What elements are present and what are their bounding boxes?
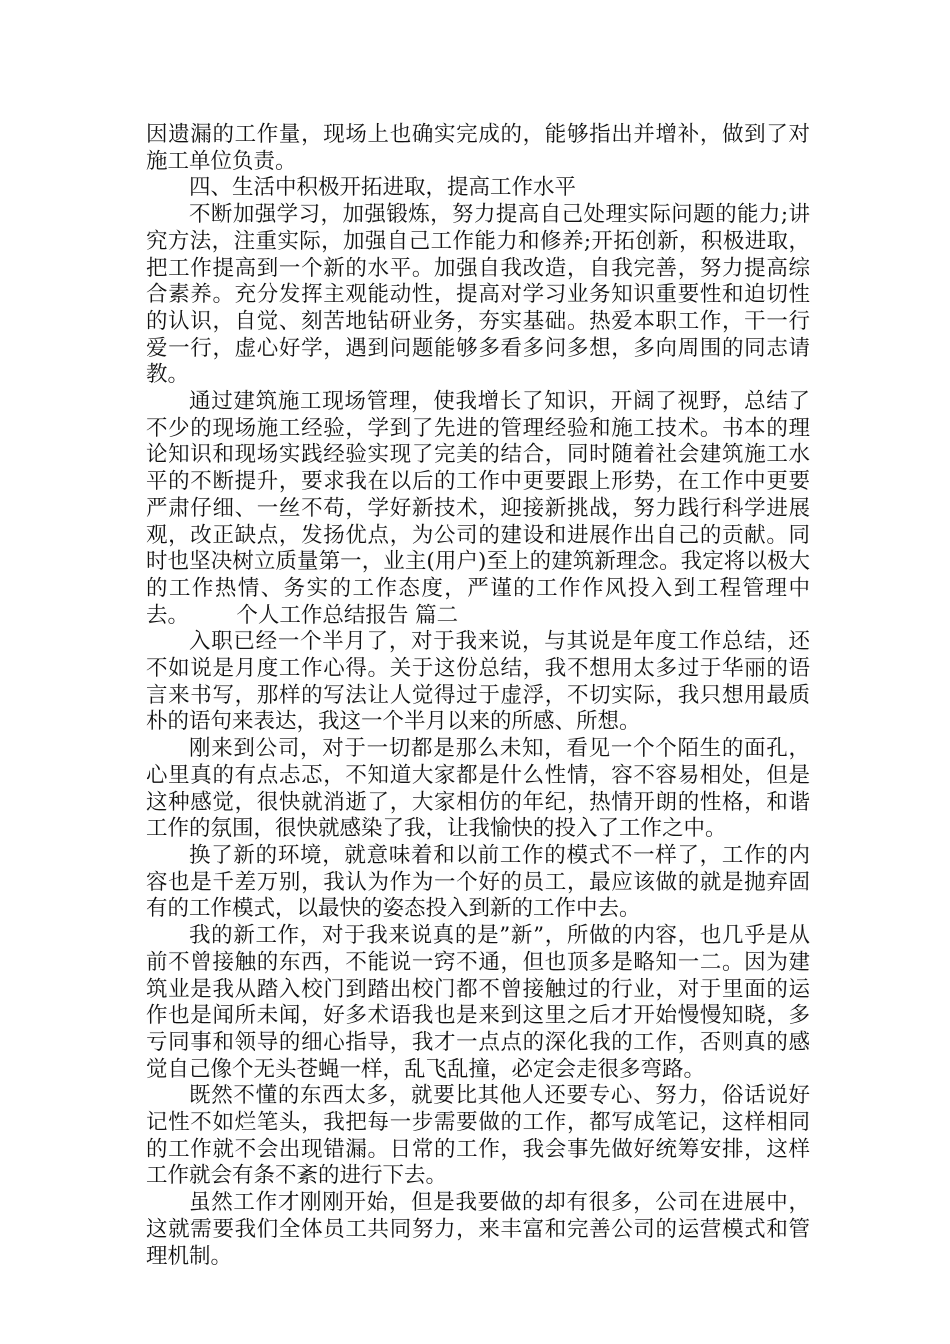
- document-body: [146, 122, 810, 1270]
- paragraph: 我的新工作，对于我来说真的是”新”，所做的内容，也几乎是从前不曾接触的东西，不能说一窍不通，但也顶多是略知一二。因为建筑业是我从踏入校门到踏出校门都不曾接触过的行业，对于里面的运作也是闻所未闻，好多术语我也是来到这里之后才开始慢慢知晓，多亏同事和领导的细心指导，我才一点点的深化我的工作，否则真的感觉自己像个无头苍蝇一样，乱飞乱撞，必定会走很多弯路。: [146, 923, 810, 1082]
- paragraph: [146, 389, 810, 629]
- report-subtitle: 个人工作总结报告 篇二: [236, 602, 459, 628]
- paragraph: 不断加强学习，加强锻炼，努力提高自己处理实际问题的能力;讲究方法，注重实际，加强自己工作能力和修养;开拓创新，积极进取，把工作提高到一个新的水平。加强自我改造，自我完善，努力提高综合素养。充分发挥主观能动性，提高对学习业务知识重要性和迫切性的认识，自觉、刻苦地钻研业务，夯实基础。热爱本职工作，干一行爱一行，虚心好学，遇到问题能够多看多问多想，多向周围的同志请教。: [146, 202, 810, 388]
- section-heading: 四、生活中积极开拓进取，提高工作水平: [189, 175, 577, 201]
- paragraph: 既然不懂的东西太多，就要比其他人还要专心、努力，俗话说好记性不如烂笔头，我把每一步需要做的工作，都写成笔记，这样相同的工作就不会出现错漏。日常的工作，我会事先做好统筹安排，这样工作就会有条不紊的进行下去。: [146, 1083, 810, 1189]
- paragraph-text: 通过建筑施工现场管理，使我增长了知识，开阔了视野，总结了不少的现场施工经验，学到了先进的管理经验和施工技术。书本的理论知识和现场实践经验实现了完美的结合，同时随着社会建筑施工水平的不断提升，要求我在以后的工作中更要跟上形势，在工作中更要严肃仔细、一丝不苟，学好新技术，迎接新挑战，努力践行科学进展观，改正缺点，发扬优点，为公司的建设和进展作出自己的贡献。同时也坚决树立质量第一，业主(用户)至上的建筑新理念。我定将以极大的工作热情、务实的工作态度，严谨的工作作风投入到工程管理中去。: [146, 389, 810, 628]
- paragraph: 刚来到公司，对于一切都是那么未知，看见一个个陌生的面孔，心里真的有点忐忑，不知道大家都是什么性情，容不容易相处，但是这种感觉，很快就消逝了，大家相仿的年纪，热情开朗的性格，和谐工作的氛围，很快就感染了我，让我愉快的投入了工作之中。: [146, 736, 810, 842]
- paragraph: 换了新的环境，就意味着和以前工作的模式不一样了，工作的内容也是千差万别，我认为作为一个好的员工，最应该做的就是抛弃固有的工作模式，以最快的姿态投入到新的工作中去。: [146, 842, 810, 922]
- paragraph: 虽然工作才刚刚开始，但是我要做的却有很多，公司在进展中，这就需要我们全体员工共同努力，来丰富和完善公司的运营模式和管理机制。: [146, 1190, 810, 1269]
- paragraph: 入职已经一个半月了，对于我来说，与其说是年度工作总结，还不如说是月度工作心得。关于这份总结，我不想用太多过于华丽的语言来书写，那样的写法让人觉得过于虚浮，不切实际，我只想用最质朴的语句来表达，我这一个半月以来的所感、所想。: [146, 629, 810, 735]
- paragraph-continuation: 因遗漏的工作量，现场上也确实完成的，能够指出并增补，做到了对施工单位负责。: [146, 122, 810, 174]
